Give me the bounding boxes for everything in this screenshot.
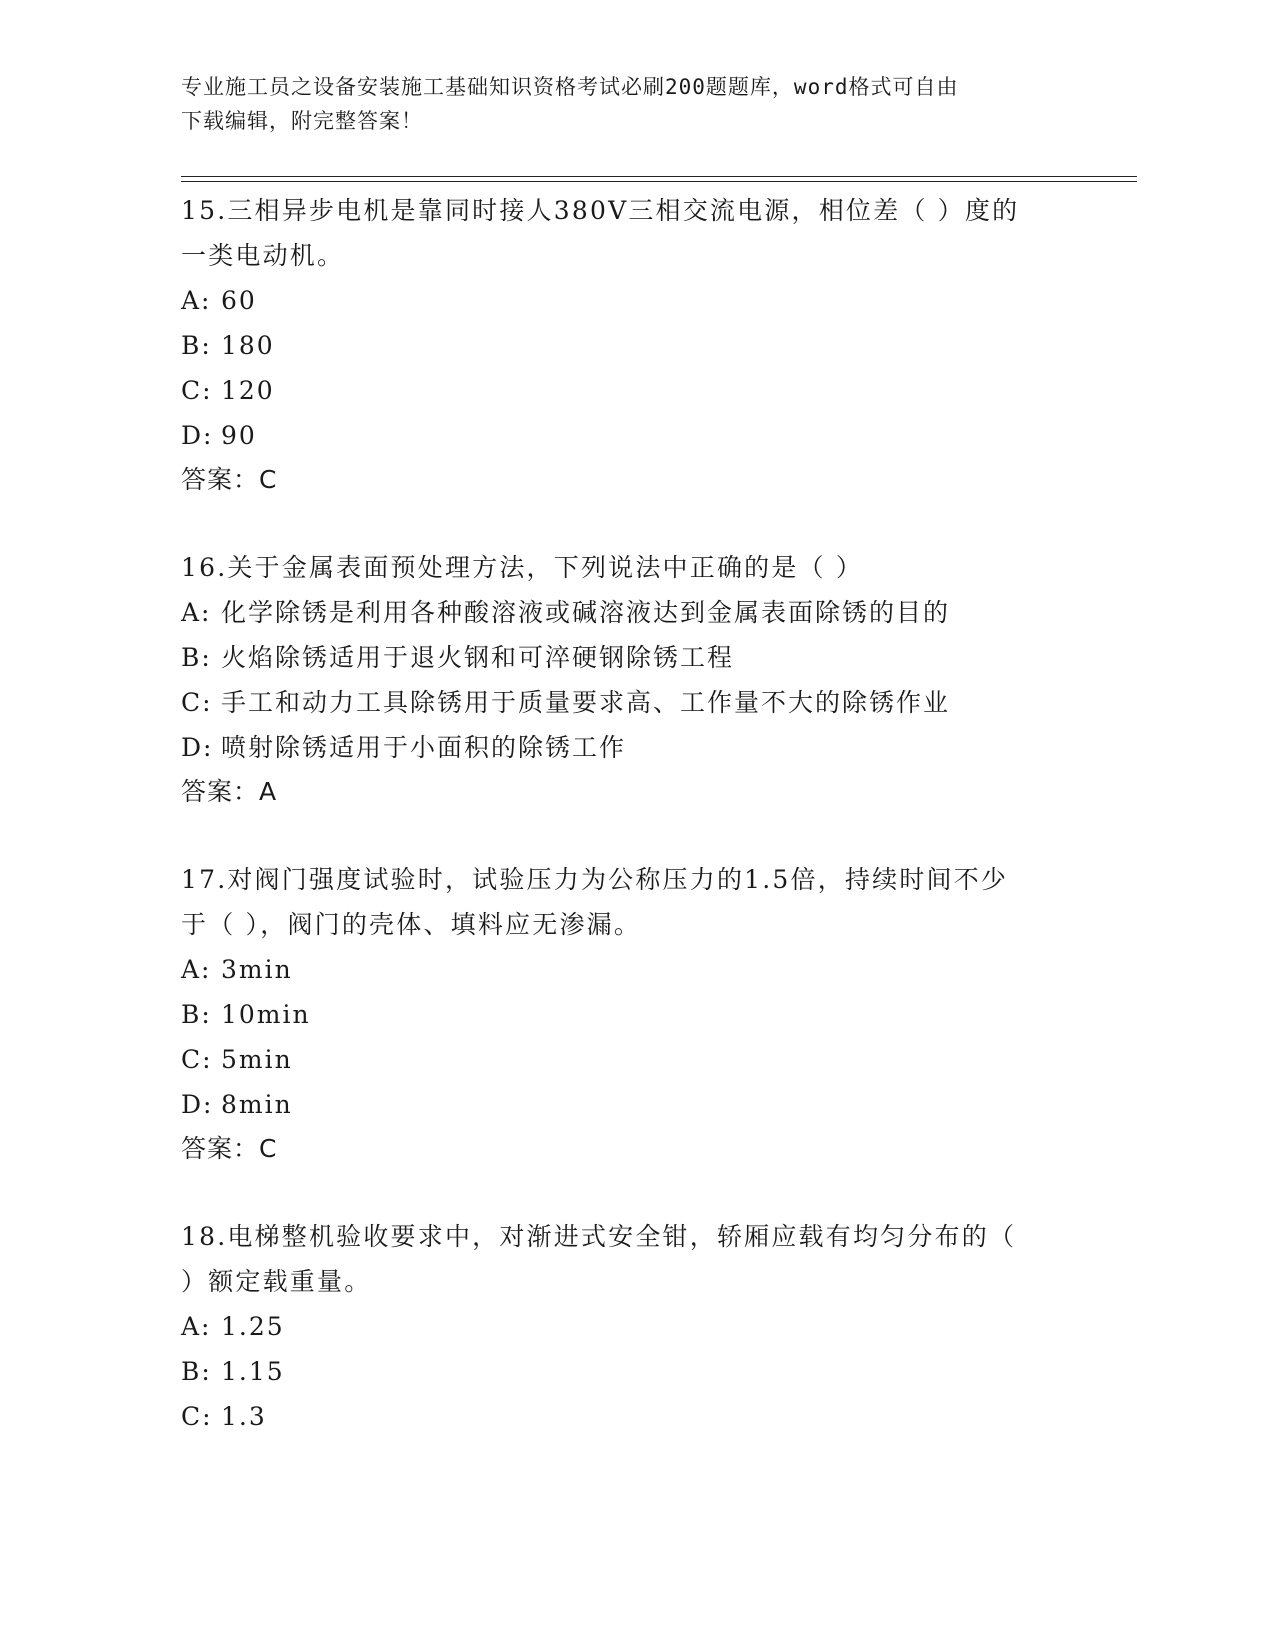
stem-line: 于（ ），阀门的壳体、填料应无渗漏。: [181, 910, 642, 939]
option-key: B:: [181, 1000, 212, 1029]
option-c: [181, 680, 1081, 725]
option-text: 5min: [221, 1045, 293, 1074]
option-key: A:: [181, 598, 212, 627]
option-a: [181, 947, 1081, 992]
spacer: [181, 1171, 1081, 1214]
option-key: B:: [181, 1357, 212, 1386]
question-18: [181, 1214, 1081, 1439]
option-b: [181, 323, 1081, 368]
option-text: 1.25: [221, 1312, 285, 1341]
option-d: [181, 1082, 1081, 1127]
option-key: B:: [181, 331, 212, 360]
question-16: [181, 545, 1081, 814]
option-c: [181, 1037, 1081, 1082]
document-header: [181, 70, 1041, 138]
option-key: C:: [181, 376, 213, 405]
option-key: C:: [181, 1402, 213, 1431]
option-text: 180: [221, 331, 275, 360]
question-list: [181, 188, 1081, 1439]
question-stem: [181, 188, 1081, 278]
header-line-2: 下载编辑，附完整答案！: [181, 109, 423, 133]
stem-line: 15.三相异步电机是靠同时接人380V三相交流电源，相位差（ ）度的: [181, 196, 1020, 225]
question-15: [181, 188, 1081, 502]
answer-line: 答案：C: [181, 465, 278, 494]
option-c: [181, 368, 1081, 413]
option-a: [181, 1304, 1081, 1349]
option-text: 8min: [221, 1090, 293, 1119]
option-text: 3min: [221, 955, 293, 984]
header-line-1: 专业施工员之设备安装施工基础知识资格考试必刷200题题库，word格式可自由: [181, 75, 959, 99]
option-text: 120: [221, 376, 275, 405]
question-stem: [181, 857, 1081, 947]
option-key: A:: [181, 1312, 212, 1341]
stem-line: 17.对阀门强度试验时，试验压力为公称压力的1.5倍，持续时间不少: [181, 865, 1009, 894]
stem-line: 16.关于金属表面预处理方法，下列说法中正确的是（ ）: [181, 553, 864, 582]
option-key: A:: [181, 955, 212, 984]
option-text: 喷射除锈适用于小面积的除锈工作: [221, 733, 627, 762]
option-key: C:: [181, 688, 213, 717]
option-text: 10min: [221, 1000, 311, 1029]
option-b: [181, 635, 1081, 680]
option-text: 手工和动力工具除锈用于质量要求高、工作量不大的除锈作业: [221, 688, 951, 717]
spacer: [181, 502, 1081, 545]
option-d: [181, 413, 1081, 458]
header-divider-bottom: [181, 181, 1137, 182]
stem-line: 18.电梯整机验收要求中，对渐进式安全钳，轿厢应载有均匀分布的（: [181, 1222, 1017, 1251]
question-stem: [181, 1214, 1081, 1304]
answer-line: 答案：C: [181, 1134, 278, 1163]
option-a: [181, 278, 1081, 323]
option-key: D:: [181, 1090, 214, 1119]
option-c: [181, 1394, 1081, 1439]
option-key: C:: [181, 1045, 213, 1074]
option-text: 1.3: [221, 1402, 267, 1431]
option-key: A:: [181, 286, 212, 315]
option-d: [181, 725, 1081, 770]
option-key: B:: [181, 643, 212, 672]
option-text: 火焰除锈适用于退火钢和可淬硬钢除锈工程: [221, 643, 735, 672]
option-b: [181, 1349, 1081, 1394]
question-17: [181, 857, 1081, 1171]
header-divider-top: [181, 176, 1137, 177]
stem-line: ）额定载重量。: [181, 1267, 372, 1296]
option-b: [181, 992, 1081, 1037]
option-key: D:: [181, 421, 214, 450]
option-text: 60: [221, 286, 257, 315]
spacer: [181, 814, 1081, 857]
option-text: 90: [221, 421, 257, 450]
option-text: 1.15: [221, 1357, 285, 1386]
option-a: [181, 590, 1081, 635]
option-text: 化学除锈是利用各种酸溶液或碱溶液达到金属表面除锈的目的: [221, 598, 951, 627]
question-stem: [181, 545, 1081, 590]
stem-line: 一类电动机。: [181, 241, 345, 270]
answer-line: 答案：A: [181, 777, 278, 806]
option-key: D:: [181, 733, 214, 762]
